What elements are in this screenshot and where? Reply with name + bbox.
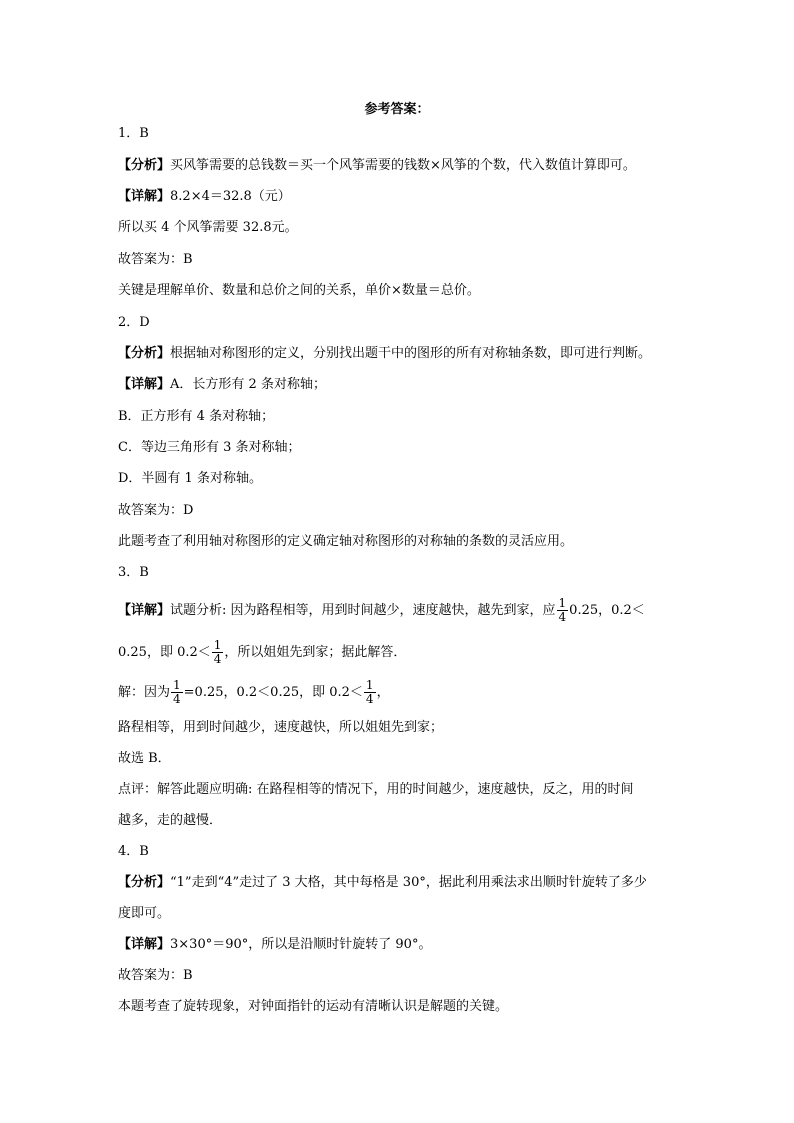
q3-detail-line1 <box>118 597 645 624</box>
q3-comment: 点评：解答此题应明确: 在路程相等的情况下，用的时间越少，速度越快，反之，用的时间 <box>118 782 634 797</box>
fraction-numerator: 1 <box>173 678 181 692</box>
fraction-denominator: 4 <box>365 692 374 706</box>
q4-number: 4．B <box>118 844 149 859</box>
q1-line3: 所以买 4 个风筝需要 32.8元。 <box>118 220 298 235</box>
detail-text: 8.2×4＝32.8（元） <box>170 189 291 204</box>
q3-detail-line2 <box>118 639 406 666</box>
q2-detail <box>118 376 326 394</box>
fraction-numerator: 1 <box>558 596 567 610</box>
detail-text: 3×30°＝90°，所以是沿顺时针旋转了 90°。 <box>170 937 432 952</box>
q3-line4: 路程相等，用到时间越少，速度越快，所以姐姐先到家； <box>118 720 444 735</box>
detail-text-a: 试题分析: 因为路程相等，用到时间越少，速度越快，越先到家，应 <box>170 603 556 618</box>
fraction-one-quarter <box>364 679 376 706</box>
fraction-numerator: 1 <box>365 678 374 692</box>
q1-detail <box>118 188 291 206</box>
q2-number: 2．D <box>118 315 150 330</box>
q3-answer: 故选 B． <box>118 751 171 766</box>
detail-text: A．长方形有 2 条对称轴； <box>170 377 326 392</box>
q2-summary: 此题考查了利用轴对称图形的定义确定轴对称图形的对称轴的条数的灵活应用。 <box>118 534 574 549</box>
q2-answer: 故答案为：D <box>118 503 194 518</box>
solution-text-a: 解：因为 <box>118 685 171 700</box>
q2-option-d: D．半圆有 1 条对称轴。 <box>118 471 262 486</box>
page-title: 参考答案： <box>364 102 430 117</box>
q4-answer: 故答案为：B <box>118 968 193 983</box>
q1-summary: 关键是理解单价、数量和总价之间的关系，单价×数量＝总价。 <box>118 283 480 298</box>
fraction-one-quarter <box>557 597 569 624</box>
q4-analysis <box>118 874 647 892</box>
analysis-text: 根据轴对称图形的定义，分别找出题干中的图形的所有对称轴条数，即可进行判断。 <box>170 346 652 361</box>
fraction-denominator: 4 <box>213 652 222 666</box>
analysis-text: “1”走到“4”走过了 3 大格，其中每格是 30°，据此利用乘法求出顺时针旋转了多少 <box>170 875 647 890</box>
detail-tag: 【详解】 <box>118 377 171 392</box>
q1-answer: 故答案为：B <box>118 252 193 267</box>
fraction-numerator: 1 <box>213 638 222 652</box>
q4-summary: 本题考查了旋转现象，对钟面指针的运动有清晰认识是解题的关键。 <box>118 999 509 1014</box>
q3-comment-cont: 越多，走的越慢． <box>118 813 223 828</box>
q4-detail <box>118 936 431 954</box>
detail-tag: 【详解】 <box>118 603 171 618</box>
fraction-denominator: 4 <box>173 692 181 706</box>
analysis-tag: 【分析】 <box>118 346 171 361</box>
detail-text-b: 0.25，0.2＜ <box>569 603 645 618</box>
detail-tag: 【详解】 <box>118 937 171 952</box>
detail-text-d: ，所以姐姐先到家；据此解答． <box>224 645 407 660</box>
q1-number: 1．B <box>118 126 149 141</box>
solution-text-b: =0.25，0.2＜0.25，即 0.2＜ <box>183 685 363 700</box>
detail-tag: 【详解】 <box>118 189 171 204</box>
q2-analysis <box>118 345 651 363</box>
fraction-denominator: 4 <box>558 610 567 624</box>
q3-number: 3．B <box>118 565 149 580</box>
q3-solution <box>118 679 390 706</box>
detail-text-c: 0.25，即 0.2＜ <box>118 645 211 660</box>
q2-option-c: C．等边三角形有 3 条对称轴； <box>118 440 301 455</box>
fraction-one-quarter <box>171 679 183 706</box>
q2-option-b: B．正方形有 4 条对称轴； <box>118 409 275 424</box>
q4-analysis-cont: 度即可。 <box>118 906 171 921</box>
analysis-text: 买风筝需要的总钱数＝买一个风筝需要的钱数×风筝的个数，代入数值计算即可。 <box>170 158 636 173</box>
analysis-tag: 【分析】 <box>118 875 171 890</box>
analysis-tag: 【分析】 <box>118 158 171 173</box>
solution-text-c: ， <box>376 685 390 700</box>
q1-analysis <box>118 157 636 175</box>
fraction-one-quarter <box>212 639 224 666</box>
